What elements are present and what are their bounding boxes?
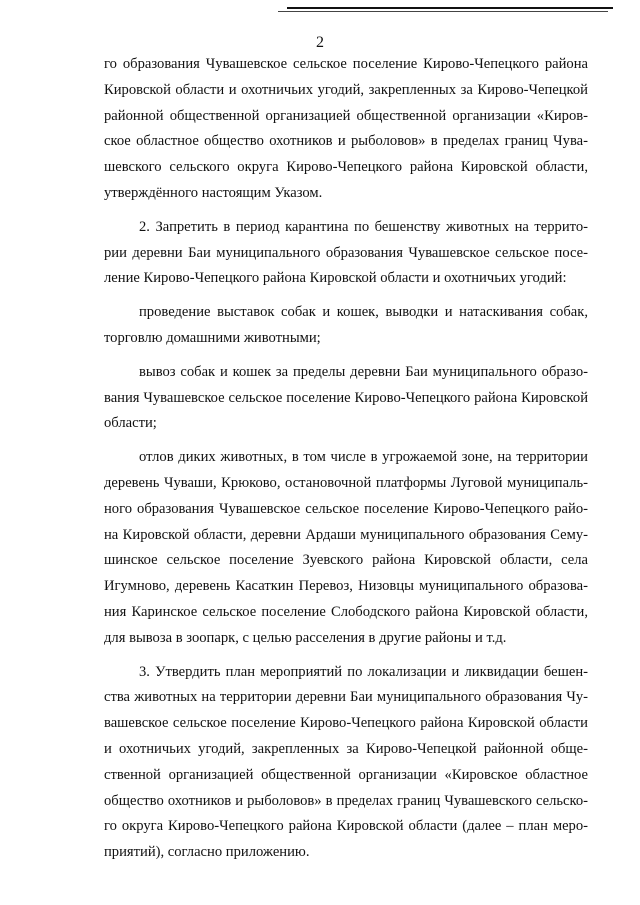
paragraph-capture (104, 445, 588, 651)
page-number: 2 (316, 34, 324, 51)
text-line: приятий), согласно приложению. (104, 844, 310, 861)
text-line: вашевское сельское поселение Кирово-Чепецкого района Кировской области (104, 715, 588, 732)
text-line: ния Каринское сельское поселение Слободского района Кировской области, (104, 603, 588, 620)
header-rule-thin (278, 11, 608, 12)
text-line: общество охотников и рыболовов» в пределах границ Чувашевского сельско- (104, 792, 588, 809)
text-line: 3. Утвердить план мероприятий по локализации и ликвидации бешен- (139, 663, 588, 680)
text-line: вывоз собак и кошек за пределы деревни Баи муниципального образо- (139, 363, 588, 380)
text-line: вания Чувашевское сельское поселение Кирово-Чепецкого района Кировской (104, 389, 588, 406)
paragraph-exhibitions (104, 300, 588, 352)
paragraph-export (104, 360, 588, 437)
text-line: ление Кирово-Чепецкого района Кировской области и охотничьих угодий: (104, 270, 567, 287)
text-line: шевского сельского округа Кирово-Чепецкого района Кировской области, (104, 159, 588, 176)
text-line: го образования Чувашевское сельское поселение Кирово-Чепецкого района (104, 56, 588, 72)
text-line: Кировской области и охотничьих угодий, закрепленных за Кирово-Чепецкой (104, 81, 588, 98)
paragraph-item-3 (104, 660, 588, 866)
text-line: торговлю домашними животными; (104, 329, 321, 346)
text-line: ства животных на территории деревни Баи муниципального образования Чу- (104, 689, 588, 706)
text-line: Игумново, деревень Касаткин Перевоз, Низовцы муниципального образова- (104, 578, 588, 595)
text-line: и охотничьих угодий, закрепленных за Кирово-Чепецкой районной обще- (104, 740, 588, 757)
text-line: 2. Запретить в период карантина по бешенству животных на террито- (139, 218, 588, 235)
text-line: отлов диких животных, в том числе в угрожаемой зоне, на территории (139, 449, 588, 466)
document-body (104, 52, 588, 866)
text-line: для вывоза в зоопарк, с целью расселения в другие районы и т.д. (104, 629, 507, 646)
text-line: на Кировской области, деревни Ардаши муниципального образования Сему- (104, 526, 588, 543)
text-line: области; (104, 415, 157, 432)
text-line: ское областное общество охотников и рыболовов» в пределах границ Чува- (104, 133, 588, 150)
paragraph-item-2 (104, 215, 588, 292)
header-rule (287, 7, 613, 9)
text-line: рии деревни Баи муниципального образования Чувашевское сельское посе- (104, 244, 588, 261)
text-line: го округа Кирово-Чепецкого района Кировской области (далее – план меро- (104, 818, 588, 835)
text-line: утверждённого настоящим Указом. (104, 184, 323, 201)
text-line: шинское сельское поселение Зуевского района Кировской области, села (104, 552, 588, 569)
text-line: проведение выставок собак и кошек, выводки и натаскивания собак, (139, 304, 588, 321)
text-line: деревень Чуваши, Крюково, остановочной платформы Луговой муниципаль- (104, 474, 588, 491)
text-line: ственной организацией общественной организации «Кировское областное (104, 766, 588, 783)
paragraph-continuation (104, 52, 588, 207)
text-line: ного образования Чувашевское сельское поселение Кирово-Чепецкого райо- (104, 500, 588, 517)
text-line: районной общественной организацией общественной организации «Киров- (104, 107, 588, 124)
